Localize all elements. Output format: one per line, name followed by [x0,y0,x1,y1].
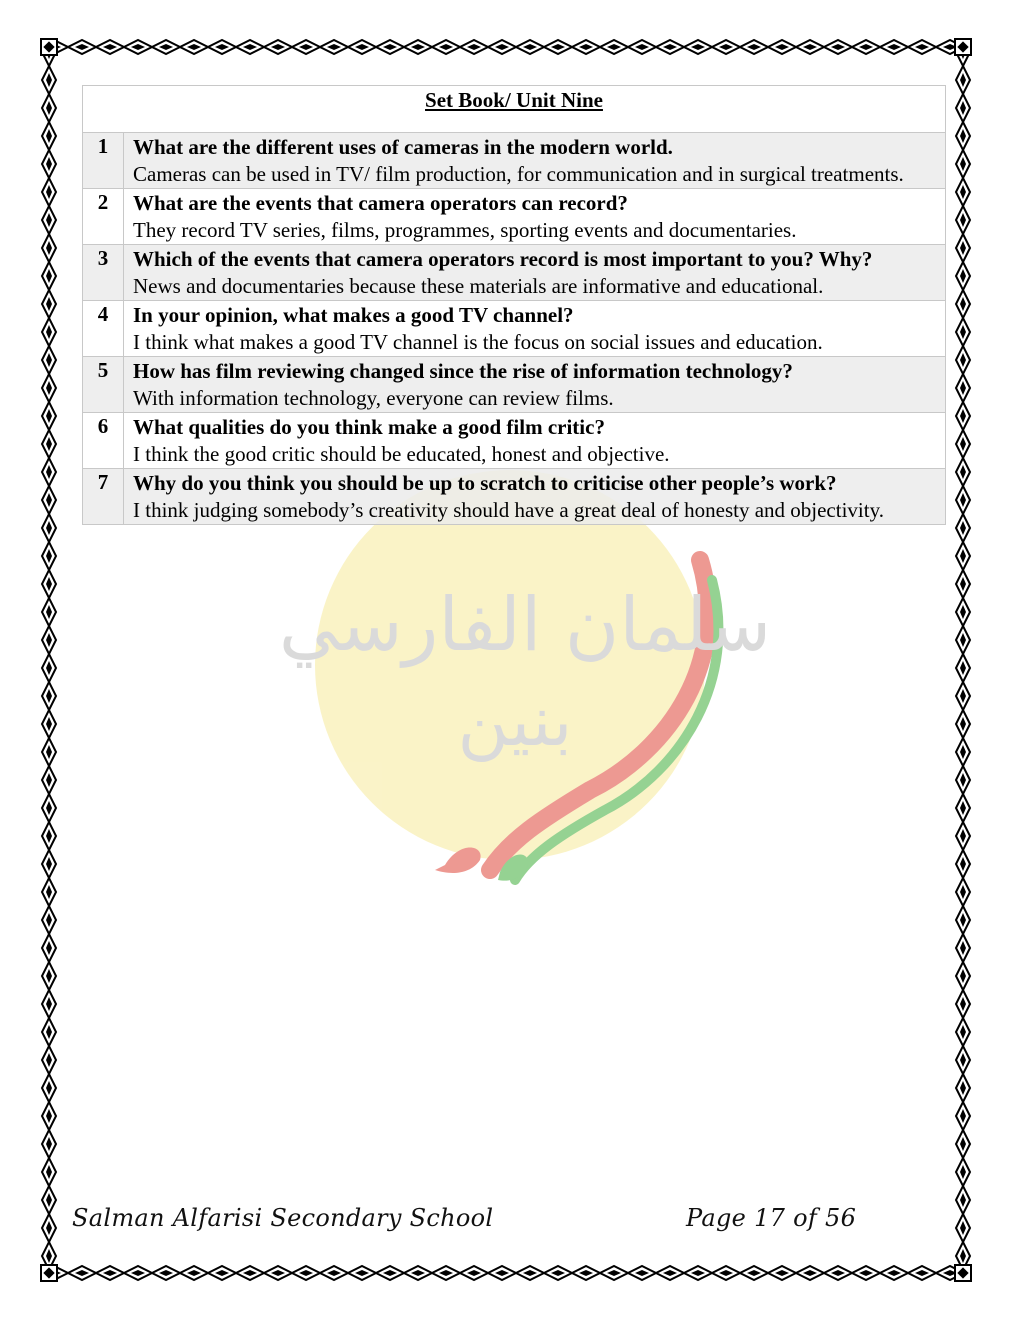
table-row [83,189,946,245]
border-bottom [40,1264,972,1282]
table-row [83,245,946,301]
border-corner-top-right [954,38,972,56]
answer-text: Cameras can be used in TV/ film production, for communication and in surgical treatments. [133,162,904,186]
row-number: 3 [83,245,124,301]
border-corner-bottom-left [40,1264,58,1282]
border-left [40,38,58,1282]
question-text: Why do you think you should be up to scratch to criticise other people’s work? [133,471,837,495]
table-row [83,357,946,413]
border-corner-bottom-right [954,1264,972,1282]
border-right [954,38,972,1282]
row-number: 7 [83,469,124,525]
question-text: Which of the events that camera operators record is most important to you? Why? [133,247,873,271]
table-row [83,413,946,469]
table-row [83,133,946,189]
border-top [40,38,972,56]
table-row [83,301,946,357]
row-number: 1 [83,133,124,189]
school-logo-watermark [278,520,772,900]
row-number: 5 [83,357,124,413]
question-text: In your opinion, what makes a good TV channel? [133,303,574,327]
answer-text: I think what makes a good TV channel is the focus on social issues and education. [133,330,823,354]
table-row [83,469,946,525]
row-number: 6 [83,413,124,469]
table-title: Set Book/ Unit Nine [83,86,946,133]
answer-text: News and documentaries because these materials are informative and educational. [133,274,824,298]
footer-school-name: Salman Alfarisi Secondary School [72,1204,494,1232]
watermark-text-line1: سلمان الفارسي [278,582,772,668]
question-text: What are the different uses of cameras in the modern world. [133,135,673,159]
answer-text: They record TV series, films, programmes, sporting events and documentaries. [133,218,797,242]
question-text: How has film reviewing changed since the rise of information technology? [133,359,793,383]
qa-table [82,85,946,525]
answer-text: With information technology, everyone can review films. [133,386,614,410]
border-corner-top-left [40,38,58,56]
watermark-text-line2: بنين [457,680,573,762]
answer-text: I think the good critic should be educated, honest and objective. [133,442,670,466]
answer-text: I think judging somebody’s creativity should have a great deal of honesty and objectivity. [133,498,884,522]
row-number: 4 [83,301,124,357]
footer-page-number: Page 17 of 56 [686,1204,857,1232]
row-number: 2 [83,189,124,245]
question-text: What are the events that camera operators can record? [133,191,628,215]
question-text: What qualities do you think make a good film critic? [133,415,605,439]
